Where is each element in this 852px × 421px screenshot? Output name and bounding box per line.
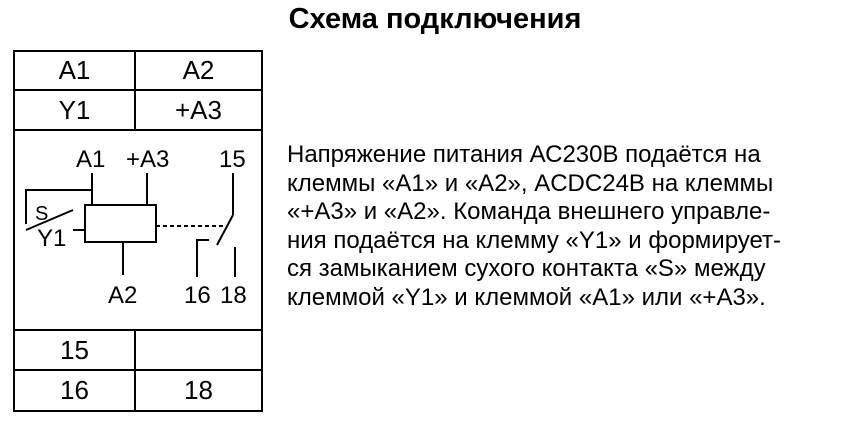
cell-18: 18 [184, 375, 213, 405]
contact-16-lead [197, 240, 209, 277]
cell-16: 16 [60, 375, 89, 405]
label-s: S [35, 203, 49, 225]
label-16: 16 [184, 282, 211, 309]
cell-a1: A1 [58, 55, 91, 85]
cell-a2: A2 [182, 55, 215, 85]
cell-y1: Y1 [58, 95, 91, 125]
label-a3: +A3 [126, 146, 170, 173]
label-18: 18 [220, 282, 247, 309]
cell-a3: +A3 [175, 95, 222, 125]
diagram-title: Схема подключения [288, 3, 582, 35]
wiring-panel [13, 50, 263, 412]
label-15: 15 [219, 146, 246, 173]
label-y1: Y1 [37, 225, 67, 252]
connection-description: Напряжение питания АС230В подаётся на клеммы «А1» и «А2», ACDC24В на клеммы «+А3» и «А2». Команда внешнего управле- ния подаётся на клемму «Y1» и формирует- ся замыканием сухого контакта «S» между клеммой «Y1» и клеммой «А1» или «+А3». [287, 141, 782, 311]
label-a1: A1 [76, 146, 106, 173]
contact-blade [217, 215, 233, 245]
cell-15: 15 [60, 335, 89, 365]
label-a2: A2 [108, 282, 138, 309]
relay-coil [85, 205, 156, 242]
